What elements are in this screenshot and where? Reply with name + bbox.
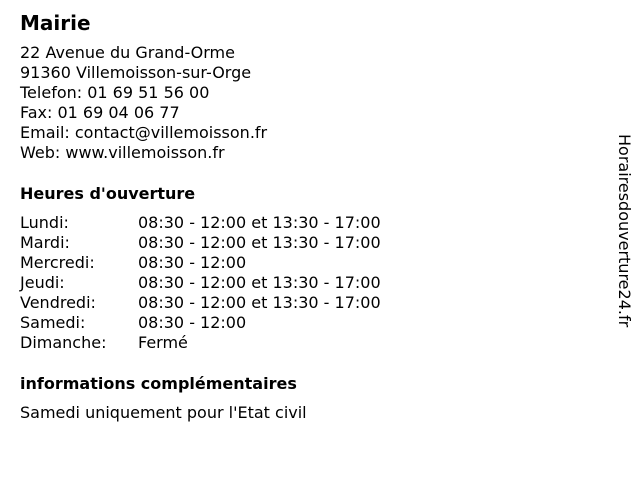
day-label: Samedi: — [20, 313, 86, 332]
hours-row-samedi — [20, 313, 381, 333]
address-street: 22 Avenue du Grand-Orme — [20, 43, 235, 62]
hours-row-dimanche — [20, 333, 381, 353]
email-address: Email: contact@villemoisson.fr — [20, 123, 268, 142]
day-label: Mardi: — [20, 233, 70, 252]
day-hours: 08:30 - 12:00 et 13:30 - 17:00 — [138, 213, 381, 232]
day-hours: 08:30 - 12:00 — [138, 253, 247, 272]
day-label: Lundi: — [20, 213, 69, 232]
hours-row-jeudi — [20, 273, 381, 293]
page-title: Mairie — [20, 11, 91, 35]
hours-heading: Heures d'ouverture — [20, 184, 196, 203]
phone-number: Telefon: 01 69 51 56 00 — [20, 83, 210, 102]
day-hours: 08:30 - 12:00 — [138, 313, 247, 332]
day-hours: 08:30 - 12:00 et 13:30 - 17:00 — [138, 293, 381, 312]
fax-number: Fax: 01 69 04 06 77 — [20, 103, 180, 122]
hours-row-lundi — [20, 213, 381, 233]
day-label: Vendredi: — [20, 293, 96, 312]
contact-block — [20, 43, 267, 163]
hours-row-mercredi — [20, 253, 381, 273]
day-label: Jeudi: — [20, 273, 65, 292]
website: Web: www.villemoisson.fr — [20, 143, 225, 162]
day-hours: 08:30 - 12:00 et 13:30 - 17:00 — [138, 233, 381, 252]
info-text: Samedi uniquement pour l'Etat civil — [20, 403, 307, 422]
day-hours: Fermé — [138, 333, 188, 352]
day-label: Dimanche: — [20, 333, 107, 352]
day-label: Mercredi: — [20, 253, 95, 272]
info-heading: informations complémentaires — [20, 374, 297, 393]
day-hours: 08:30 - 12:00 et 13:30 - 17:00 — [138, 273, 381, 292]
hours-row-vendredi — [20, 293, 381, 313]
brand-watermark: Horairesdouverture24.fr — [615, 134, 634, 328]
address-city: 91360 Villemoisson-sur-Orge — [20, 63, 252, 82]
hours-table — [20, 213, 381, 353]
hours-row-mardi — [20, 233, 381, 253]
